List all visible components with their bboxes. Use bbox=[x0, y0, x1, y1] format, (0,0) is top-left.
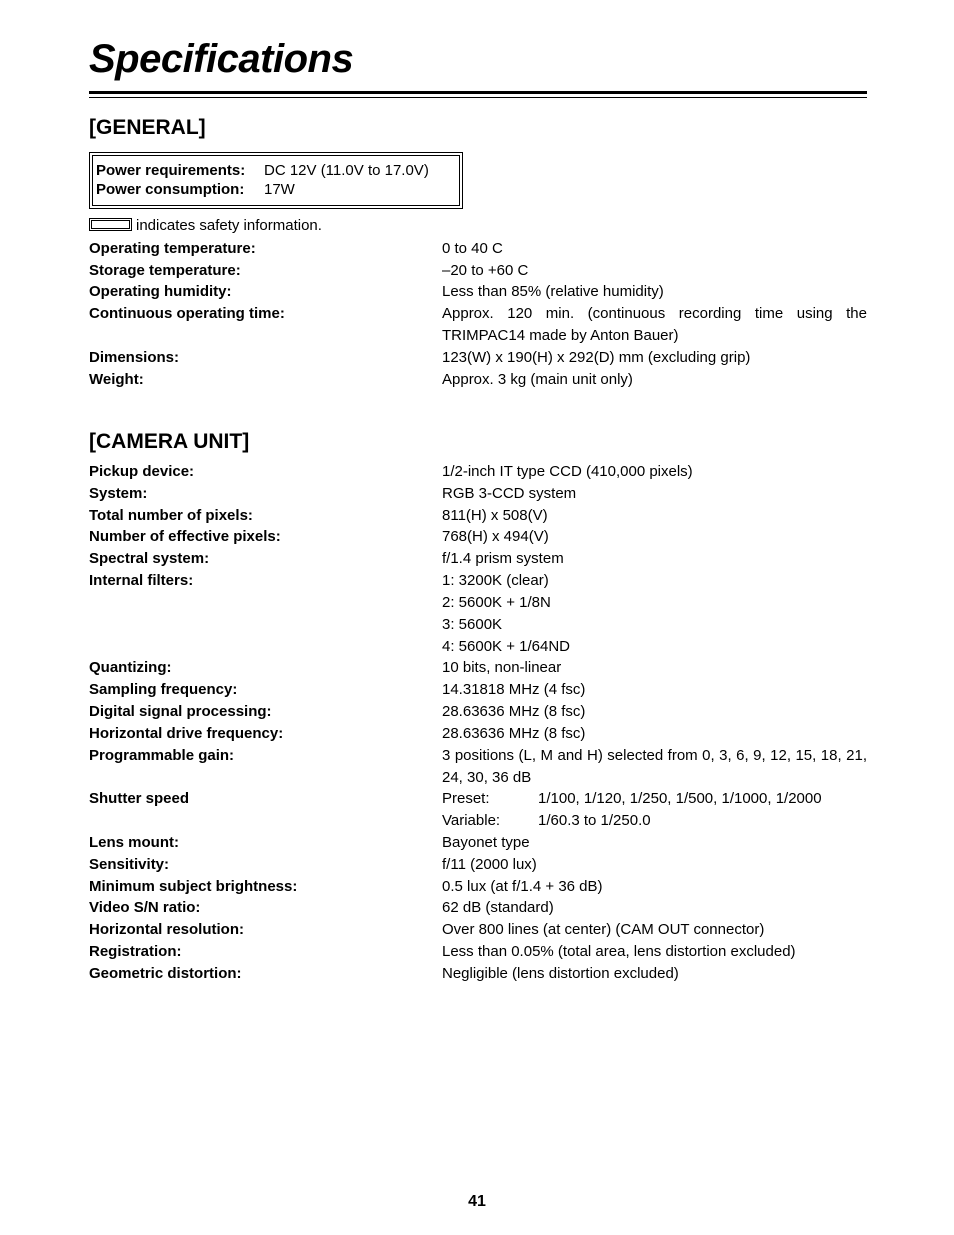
spec-value: Negligible (lens distortion excluded) bbox=[442, 965, 679, 982]
spec-label: Internal filters: bbox=[89, 572, 194, 589]
page-number: 41 bbox=[468, 1193, 486, 1210]
shutter-speeds: 1/60.3 to 1/250.0 bbox=[538, 812, 651, 829]
filter-value: 1: 3200K (clear) bbox=[442, 572, 549, 589]
power-consumption-label: Power consumption: bbox=[96, 181, 245, 198]
title-rule-thick bbox=[89, 91, 867, 94]
camera-unit-heading: [CAMERA UNIT] bbox=[89, 430, 250, 453]
power-consumption-value: 17W bbox=[264, 181, 295, 198]
spec-label: Minimum subject brightness: bbox=[89, 878, 298, 895]
safety-note bbox=[89, 216, 322, 235]
spec-value: 768(H) x 494(V) bbox=[442, 528, 549, 545]
spec-label: Video S/N ratio: bbox=[89, 899, 201, 916]
spec-label: Storage temperature: bbox=[89, 262, 241, 279]
spec-label: Weight: bbox=[89, 371, 144, 388]
spec-label: Operating temperature: bbox=[89, 240, 256, 257]
spec-value: 811(H) x 508(V) bbox=[442, 507, 548, 524]
spec-label: Operating humidity: bbox=[89, 283, 232, 300]
filter-value: 4: 5600K + 1/64ND bbox=[442, 638, 571, 655]
spec-label: Geometric distortion: bbox=[89, 965, 242, 982]
spec-label: Number of effective pixels: bbox=[89, 528, 281, 545]
shutter-variable bbox=[442, 810, 867, 832]
spec-label: Lens mount: bbox=[89, 834, 179, 851]
power-consumption-row bbox=[96, 180, 295, 199]
shutter-mode: Preset: bbox=[442, 790, 490, 807]
spec-value: Less than 85% (relative humidity) bbox=[442, 283, 664, 300]
spec-value: f/11 (2000 lux) bbox=[442, 856, 537, 873]
spec-label: Horizontal resolution: bbox=[89, 921, 244, 938]
spec-value: Bayonet type bbox=[442, 834, 530, 851]
spec-label: System: bbox=[89, 485, 148, 502]
spec-label: Dimensions: bbox=[89, 349, 180, 366]
spec-label: Shutter speed bbox=[89, 790, 190, 807]
spec-label: Sensitivity: bbox=[89, 856, 170, 873]
spec-label: Quantizing: bbox=[89, 659, 172, 676]
filter-value: 3: 5600K bbox=[442, 616, 503, 633]
spec-label: Horizontal drive frequency: bbox=[89, 725, 284, 742]
spec-label: Digital signal processing: bbox=[89, 703, 272, 720]
spec-value: RGB 3-CCD system bbox=[442, 485, 577, 502]
spec-label: Pickup device: bbox=[89, 463, 195, 480]
shutter-preset bbox=[442, 788, 867, 810]
spec-value: 10 bits, non-linear bbox=[442, 659, 562, 676]
shutter-speeds: 1/100, 1/120, 1/250, 1/500, 1/1000, 1/2000 bbox=[538, 790, 822, 807]
power-requirements-value: DC 12V (11.0V to 17.0V) bbox=[264, 162, 429, 179]
spec-value: 62 dB (standard) bbox=[442, 899, 554, 916]
spec-value: Over 800 lines (at center) (CAM OUT connector) bbox=[442, 921, 765, 938]
power-info-box bbox=[89, 152, 463, 209]
spec-value: 14.31818 MHz (4 fsc) bbox=[442, 681, 586, 698]
spec-value: 1/2-inch IT type CCD (410,000 pixels) bbox=[442, 463, 693, 480]
spec-value: 28.63636 MHz (8 fsc) bbox=[442, 703, 586, 720]
shutter-mode: Variable: bbox=[442, 812, 501, 829]
spec-value: –20 to +60 C bbox=[442, 262, 529, 279]
page-title: Specifications bbox=[89, 37, 354, 81]
general-heading: [GENERAL] bbox=[89, 116, 206, 139]
filter-value: 2: 5600K + 1/8N bbox=[442, 594, 551, 611]
spec-label: Sampling frequency: bbox=[89, 681, 238, 698]
safety-box-icon bbox=[89, 218, 132, 231]
spec-label: Continuous operating time: bbox=[89, 305, 285, 322]
spec-value: Approx. 3 kg (main unit only) bbox=[442, 371, 633, 388]
spec-value: 28.63636 MHz (8 fsc) bbox=[442, 725, 586, 742]
spec-label: Total number of pixels: bbox=[89, 507, 253, 524]
spec-label: Spectral system: bbox=[89, 550, 210, 567]
title-rule-thin bbox=[89, 97, 867, 98]
spec-value: 0 to 40 C bbox=[442, 240, 503, 257]
safety-note-text: indicates safety information. bbox=[136, 217, 322, 234]
power-requirements-label: Power requirements: bbox=[96, 162, 246, 179]
spec-label: Registration: bbox=[89, 943, 182, 960]
spec-value: 123(W) x 190(H) x 292(D) mm (excluding grip) bbox=[442, 349, 751, 366]
spec-value: 3 positions (L, M and H) selected from 0, 3, 6, 9, 12, 15, 18, 21, 24, 30, 36 dB bbox=[442, 747, 867, 786]
spec-value: f/1.4 prism system bbox=[442, 550, 564, 567]
spec-value: Less than 0.05% (total area, lens distortion excluded) bbox=[442, 943, 796, 960]
spec-value: 0.5 lux (at f/1.4 + 36 dB) bbox=[442, 878, 603, 895]
spec-value: Approx. 120 min. (continuous recording time using the TRIMPAC14 made by Anton Bauer) bbox=[442, 305, 867, 344]
spec-label: Programmable gain: bbox=[89, 747, 235, 764]
power-requirements-row bbox=[96, 161, 429, 180]
